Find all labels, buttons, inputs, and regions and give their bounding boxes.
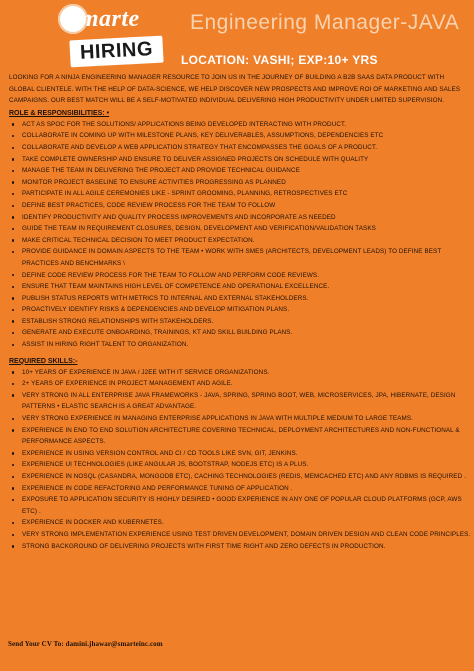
role-item-text: DEFINE BEST PRACTICES, CODE REVIEW PROCESS FOR THE TEAM TO FOLLOW <box>22 201 276 209</box>
role-item <box>9 339 471 351</box>
role-item-text: PUBLISH STATUS REPORTS WITH METRICS TO INTERNAL AND EXTERNAL STAKEHOLDERS. <box>22 294 309 302</box>
skill-item-text: EXPERIENCE IN END TO END SOLUTION ARCHITECTURE COVERING TECHNICAL, DEPLOYMENT ARCHITECTURES AND NON-FUNCTIONAL & PERFORMANCE ASPECTS. <box>22 426 460 446</box>
bullet-icon <box>12 487 14 489</box>
role-item-text: MAKE CRITICAL TECHNICAL DECISION TO MEET PRODUCT EXPECTATION. <box>22 236 255 244</box>
bullet-icon <box>12 239 14 241</box>
skill-item-text: EXPERIENCE IN DOCKER AND KUBERNETES. <box>22 519 164 527</box>
bullet-icon <box>12 394 14 396</box>
company-logo <box>56 2 166 64</box>
bullet-icon <box>12 274 14 276</box>
bullet-icon <box>12 344 14 346</box>
bullet-icon <box>12 452 14 454</box>
skill-item <box>9 471 471 483</box>
bullet-icon <box>12 429 14 431</box>
skills-heading: REQUIRED SKILLS:- <box>9 357 78 365</box>
bullet-icon <box>12 418 14 420</box>
skill-item-text: STRONG BACKGROUND OF DELIVERING PROJECTS WITH FIRST TIME RIGHT AND ZERO DEFECTS IN PRODUCTION. <box>22 542 386 550</box>
role-item <box>9 154 471 166</box>
skill-item <box>9 483 471 495</box>
skills-list <box>9 367 471 553</box>
bullet-icon <box>12 534 14 536</box>
role-item-text: PROVIDE GUIDANCE IN DOMAIN ASPECTS TO THE TEAM • WORK WITH SMES (ARCHITECTS, DEVELOPMENT LEADS) TO DEFINE BEST PRACTICES AND BENCHMARKS \ <box>22 248 442 267</box>
role-item-text: ACT AS SPOC FOR THE SOLUTIONS/ APPLICATIONS BEING DEVELOPED INTERACTING WITH PRODUCT. <box>22 120 347 128</box>
intro-paragraph: LOOKING FOR A NINJA ENGINEERING MANAGER RESOURCE TO JOIN US IN THE JOURNEY OF BUILDING A B2B SAAS DATA PRODUCT WITH GLOBAL CLIENTELE. WITH THE HELP OF DATA-SCIENCE, WE HELP DISCOVER NEW PROSPECTS AND IMPROVE ROI OF MARKETING AND SALES CAMPAIGNS. OUR BEST MATCH WILL BE A SELF-MOTIVATED INDIVIDUAL DELIVERING HIGH PRODUCTIVITY UNDER LIMITED SUPERVISION. <box>9 74 461 105</box>
bullet-icon <box>12 383 14 385</box>
skill-item-text: EXPERIENCE IN NOSQL (CASANDRA, MONGODB ETC), CACHING TECHNOLOGIES (REDIS, MEMCACHED ETC) AND ANY RDBMS IS REQUIRED . <box>22 473 466 480</box>
skill-item <box>9 367 471 379</box>
logo-text: Smarte <box>66 6 140 32</box>
role-item-text: ASSIST IN HIRING RIGHT TALENT TO ORGANIZATION. <box>22 341 189 349</box>
hiring-badge <box>69 36 163 68</box>
bullet-icon <box>12 297 14 299</box>
role-item <box>9 130 471 142</box>
role-item <box>9 281 471 293</box>
bullet-icon <box>12 332 14 334</box>
role-item-text: IDENTIFY PRODUCTIVITY AND QUALITY PROCESS IMPROVEMENTS AND INCORPORATE AS NEEDED <box>22 213 336 221</box>
role-item <box>9 165 471 177</box>
bullet-icon <box>12 251 14 253</box>
skill-item <box>9 529 471 541</box>
role-item-text: GENERATE AND EXECUTE ONBOARDING, TRAININGS, KT AND SKILL BUILDING PLANS. <box>22 329 293 337</box>
skill-item-text: VERY STRONG IN ALL ENTERPRISE JAVA FRAMEWORKS - JAVA, SPRING, SPRING BOOT, WEB, MICROSERVICES, JPA, HIBERNATE, DESIGN PATTERNS • ELASTIC SEARCH IS A GREAT ADVANTAGE. <box>22 391 456 411</box>
skill-item-text: EXPERIENCE IN USING VERSION CONTROL AND CI / CD TOOLS LIKE SVN, GIT, JENKINS. <box>22 449 298 457</box>
bullet-icon <box>12 123 14 125</box>
bullet-icon <box>12 371 14 373</box>
skill-item-text: EXPERIENCE IN CODE REFACTORING AND PERFORMANCE TUNING OF APPLICATION . <box>22 484 293 492</box>
role-item <box>9 270 471 282</box>
contact-footer: Send Your CV To: damini.jhawar@smarteinc.com <box>8 640 163 648</box>
role-item <box>9 200 471 212</box>
role-item-text: PROACTIVELY IDENTIFY RISKS & DEPENDENCIES AND DEVELOP MITIGATION PLANS. <box>22 306 290 314</box>
role-item-text: COLLABORATE AND DEVELOP A WEB APPLICATION STRATEGY THAT ENCOMPASSES THE GOALS OF A PRODUCT. <box>22 143 378 151</box>
role-item-text: DEFINE CODE REVIEW PROCESS FOR THE TEAM TO FOLLOW AND PERFORM CODE REVIEWS. <box>22 271 320 279</box>
role-item <box>9 177 471 189</box>
role-item <box>9 119 471 131</box>
skill-item-text: EXPERIENCE UI TECHNOLOGIES (LIKE ANGULAR JS, BOOTSTRAP, NODEJS ETC) IS A PLUS. <box>22 461 309 469</box>
role-item <box>9 246 471 269</box>
bullet-icon <box>12 286 14 288</box>
skill-item <box>9 448 471 460</box>
header <box>0 0 474 70</box>
role-item-text: PARTICIPATE IN ALL AGILE CEREMONIES LIKE - SPRINT GROOMING, PLANNING, RETROSPECTIVES ETC <box>22 190 348 198</box>
role-item-text: ESTABLISH STRONG RELATIONSHIPS WITH STAKEHOLDERS. <box>22 317 214 325</box>
bullet-icon <box>12 158 14 160</box>
bullet-icon <box>12 464 14 466</box>
bullet-icon <box>12 476 14 478</box>
skill-item <box>9 459 471 471</box>
role-item <box>9 316 471 328</box>
role-item <box>9 235 471 247</box>
skill-item <box>9 494 471 517</box>
role-item <box>9 223 471 235</box>
bullet-icon <box>12 228 14 230</box>
skill-item-text: 10+ YEARS OF EXPERIENCE IN JAVA / J2EE WITH IT SERVICE ORGANIZATIONS. <box>22 368 270 376</box>
bullet-icon <box>12 205 14 207</box>
bullet-icon <box>12 170 14 172</box>
skill-item <box>9 541 471 553</box>
skill-item-text: EXPOSURE TO APPLICATION SECURITY IS HIGHLY DESIRED • GOOD EXPERIENCE IN ANY ONE OF POPULAR CLOUD PLATFORMS (GCP, AWS ETC) . <box>22 496 462 515</box>
skill-item-text: VERY STRONG EXPERIENCE IN MANAGING ENTERPRISE APPLICATIONS IN JAVA WITH MULTIPLE MEDIUM TO LARGE TEAMS. <box>22 415 413 423</box>
roles-heading: ROLE & RESPONSIBILITIES: • <box>9 109 110 117</box>
role-item <box>9 142 471 154</box>
bullet-icon <box>12 193 14 195</box>
job-description <box>9 72 471 552</box>
role-item <box>9 327 471 339</box>
role-item-text: TAKE COMPLETE OWNERSHIP AND ENSURE TO DELIVER ASSIGNED PROJECTS ON SCHEDULE WITH QUALITY <box>22 155 369 163</box>
role-item <box>9 188 471 200</box>
bullet-icon <box>12 181 14 183</box>
skill-item <box>9 413 471 425</box>
role-item <box>9 304 471 316</box>
role-item-text: COLLABORATE IN COMING UP WITH MILESTONE PLANS, KEY DELIVERABLES, ASSUMPTIONS, DEPENDENCIES ETC <box>22 132 384 140</box>
bullet-icon <box>12 320 14 322</box>
location-experience: LOCATION: VASHI; EXP:10+ YRS <box>181 53 378 67</box>
bullet-icon <box>12 499 14 501</box>
role-item-text: ENSURE THAT TEAM MAINTAINS HIGH LEVEL OF COMPETENCE AND OPERATIONAL EXCELLENCE. <box>22 283 330 291</box>
role-item-text: MANAGE THE TEAM IN DELIVERING THE PROJECT AND PROVIDE TECHNICAL GUIDANCE <box>22 167 300 175</box>
hiring-badge-label: HIRING <box>79 38 154 64</box>
skill-item-text: VERY STRONG IMPLEMENTATION EXPERIENCE USING TEST DRIVEN DEVELOPMENT, DOMAIN DRIVEN DESIGN AND CLEAN CODE PRINCIPLES. <box>22 530 471 538</box>
bullet-icon <box>12 522 14 524</box>
role-item-text: GUIDE THE TEAM IN REQUIREMENT CLOSURES, DESIGN, DEVELOPMENT AND VERIFICATION/VALIDATION TASKS <box>22 225 376 233</box>
skill-item <box>9 517 471 529</box>
bullet-icon <box>12 309 14 311</box>
skill-item <box>9 425 471 448</box>
skill-item <box>9 390 471 413</box>
roles-list <box>9 119 471 351</box>
role-item-text: MONITOR PROJECT BASELINE TO ENSURE ACTIVITIES PROGRESSING AS PLANNED <box>22 178 286 186</box>
role-item <box>9 212 471 224</box>
job-title: Engineering Manager-JAVA <box>190 11 460 34</box>
skill-item <box>9 378 471 390</box>
bullet-icon <box>12 147 14 149</box>
role-item <box>9 293 471 305</box>
bullet-icon <box>12 135 14 137</box>
bullet-icon <box>12 545 14 547</box>
skill-item-text: 2+ YEARS OF EXPERIENCE IN PROJECT MANAGEMENT AND AGILE. <box>22 380 233 388</box>
bullet-icon <box>12 216 14 218</box>
